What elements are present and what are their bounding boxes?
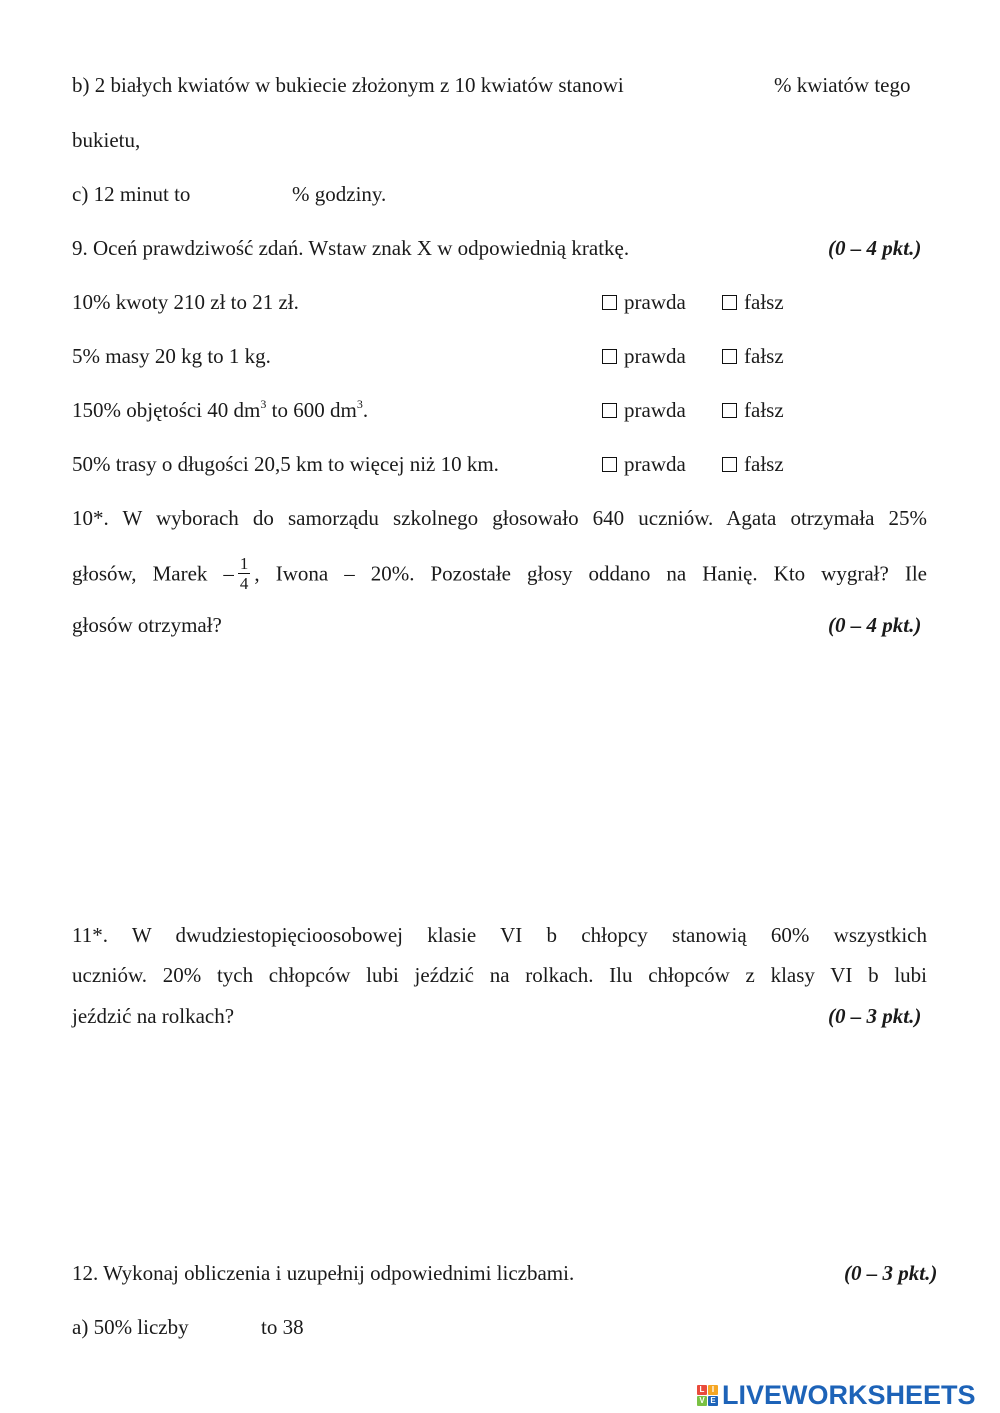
task8-c-prefix: c) 12 minut to bbox=[72, 182, 191, 206]
logo-blocks-icon bbox=[697, 1385, 718, 1406]
false-label: fałsz bbox=[744, 290, 784, 314]
task9-s3-true-option[interactable] bbox=[602, 398, 686, 422]
task9-statement-1: 10% kwoty 210 zł to 21 zł. bbox=[72, 290, 299, 314]
task11-line1: 11*. W dwudziestopięcioosobowej klasie VI b chłopcy stanowią 60% wszystkich bbox=[72, 923, 927, 947]
task8-b-suffix: % kwiatów tego bbox=[774, 73, 911, 97]
checkbox-icon[interactable] bbox=[602, 457, 617, 472]
task10-line1: 10*. W wyborach do samorządu szkolnego głosowało 640 uczniów. Agata otrzymała 25% bbox=[72, 506, 927, 530]
task8-c-suffix: % godziny. bbox=[292, 182, 387, 206]
checkbox-icon[interactable] bbox=[722, 403, 737, 418]
logo-text: LIVEWORKSHEETS bbox=[722, 1379, 976, 1410]
liveworksheets-logo bbox=[697, 1378, 976, 1412]
task9-title: 9. Oceń prawdziwość zdań. Wstaw znak X w odpowiednią kratkę. bbox=[72, 236, 630, 260]
task9-points: (0 – 4 pkt.) bbox=[828, 236, 922, 260]
task9-statement-3: 150% objętości 40 $dm^3$ to 600 $dm^3$. bbox=[72, 397, 369, 422]
task11-points: (0 – 3 pkt.) bbox=[828, 1004, 922, 1028]
false-label: fałsz bbox=[744, 398, 784, 422]
task9-s1-false-option[interactable] bbox=[722, 290, 784, 314]
false-label: fałsz bbox=[744, 452, 784, 476]
task10-line3: głosów otrzymał? bbox=[72, 613, 222, 637]
task10-points: (0 – 4 pkt.) bbox=[828, 613, 922, 637]
false-label: fałsz bbox=[744, 344, 784, 368]
task9-s2-true-option[interactable] bbox=[602, 344, 686, 368]
logo-block: I bbox=[708, 1385, 718, 1395]
task9-s1-true-option[interactable] bbox=[602, 290, 686, 314]
task9-s4-true-option[interactable] bbox=[602, 452, 686, 476]
task9-s4-false-option[interactable] bbox=[722, 452, 784, 476]
logo-block: V bbox=[697, 1396, 707, 1406]
task11-line3: jeździć na rolkach? bbox=[72, 1004, 235, 1028]
fraction-one-quarter: $\frac{1}{4}$ bbox=[239, 554, 249, 593]
task11-line2: uczniów. 20% tych chłopców lubi jeździć na rolkach. Ilu chłopców z klasy VI b lubi bbox=[72, 963, 927, 987]
logo-block: L bbox=[697, 1385, 707, 1395]
task11-answer-area[interactable] bbox=[72, 1040, 928, 1250]
task9-s3-false-option[interactable] bbox=[722, 398, 784, 422]
task12-a-prefix: a) 50% liczby bbox=[72, 1315, 189, 1339]
checkbox-icon[interactable] bbox=[602, 403, 617, 418]
checkbox-icon[interactable] bbox=[602, 349, 617, 364]
task9-statement-2: 5% masy 20 kg to 1 kg. bbox=[72, 344, 271, 368]
task8-b-text: b) 2 białych kwiatów w bukiecie złożonym z 10 kwiatów stanowi bbox=[72, 73, 624, 97]
task12-a-suffix: to 38 bbox=[261, 1315, 304, 1339]
task12-title: 12. Wykonaj obliczenia i uzupełnij odpowiednimi liczbami. bbox=[72, 1261, 575, 1285]
checkbox-icon[interactable] bbox=[602, 295, 617, 310]
task12-a-answer-blank[interactable] bbox=[206, 1312, 256, 1340]
checkbox-icon[interactable] bbox=[722, 295, 737, 310]
true-label: prawda bbox=[624, 344, 686, 368]
task9-statement-4: 50% trasy o długości 20,5 km to więcej niż 10 km. bbox=[72, 452, 499, 476]
logo-block: E bbox=[708, 1396, 718, 1406]
task10-line2: głosów, Marek – $\frac{1}{4}$ , Iwona – 20%. Pozostałe głosy oddano na Hanię. Kto wygrał? Ile bbox=[72, 554, 927, 593]
task8-c-answer-blank[interactable] bbox=[212, 179, 286, 207]
task9-s2-false-option[interactable] bbox=[722, 344, 784, 368]
task8-b-line2: bukietu, bbox=[72, 128, 141, 152]
task10-answer-area[interactable] bbox=[72, 650, 928, 900]
task12-points: (0 – 3 pkt.) bbox=[844, 1261, 938, 1285]
checkbox-icon[interactable] bbox=[722, 349, 737, 364]
true-label: prawda bbox=[624, 398, 686, 422]
task8-b-answer-blank[interactable] bbox=[700, 70, 766, 98]
true-label: prawda bbox=[624, 452, 686, 476]
true-label: prawda bbox=[624, 290, 686, 314]
checkbox-icon[interactable] bbox=[722, 457, 737, 472]
